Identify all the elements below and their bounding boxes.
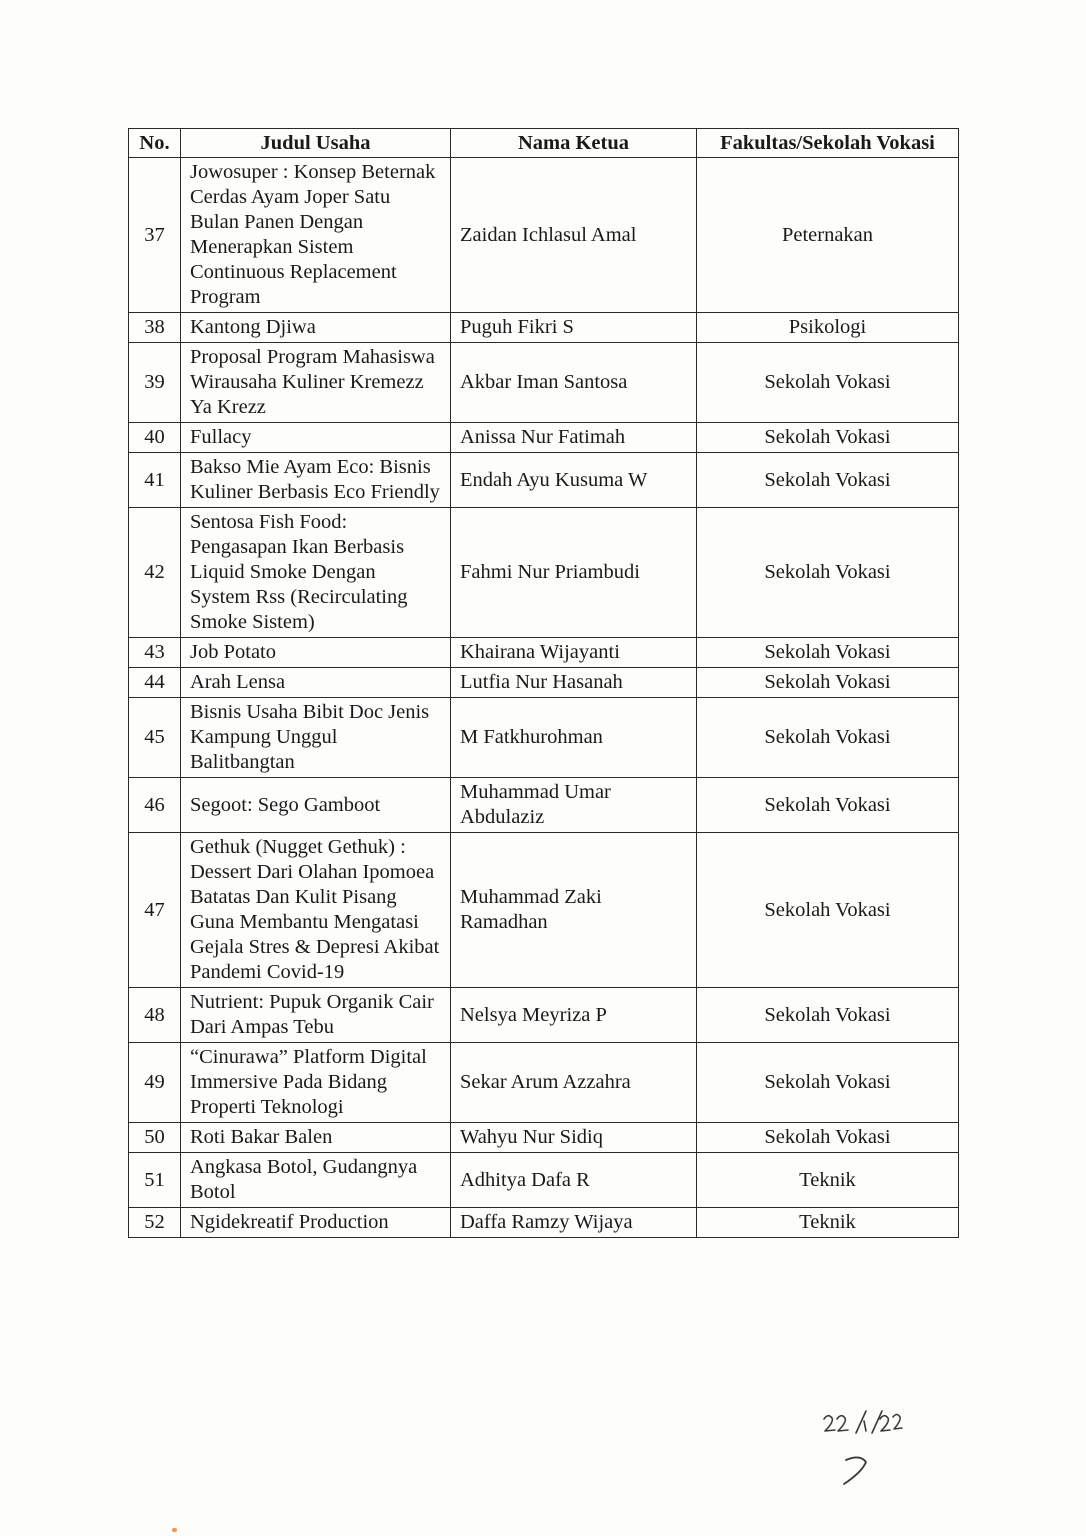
faculty-name: Peternakan [697, 158, 959, 313]
table-row [129, 778, 959, 833]
table-row [129, 988, 959, 1043]
table-header [129, 129, 959, 158]
faculty-name: Teknik [697, 1208, 959, 1238]
table-body [129, 158, 959, 1238]
header-no: No. [129, 129, 181, 158]
faculty-name: Psikologi [697, 313, 959, 343]
row-number: 44 [129, 668, 181, 698]
team-leader: M Fatkhurohman [451, 698, 697, 778]
table-row [129, 423, 959, 453]
business-title: Jowosuper : Konsep Beternak Cerdas Ayam Joper Satu Bulan Panen Dengan Menerapkan Sistem Continuous Replacement Program [181, 158, 451, 313]
row-number: 41 [129, 453, 181, 508]
faculty-name: Sekolah Vokasi [697, 778, 959, 833]
row-number: 43 [129, 638, 181, 668]
table-row [129, 158, 959, 313]
row-number: 42 [129, 508, 181, 638]
team-leader: Anissa Nur Fatimah [451, 423, 697, 453]
team-leader: Wahyu Nur Sidiq [451, 1123, 697, 1153]
faculty-name: Sekolah Vokasi [697, 833, 959, 988]
faculty-name: Sekolah Vokasi [697, 1043, 959, 1123]
table-row [129, 1153, 959, 1208]
team-leader: Lutfia Nur Hasanah [451, 668, 697, 698]
business-title: Fullacy [181, 423, 451, 453]
team-leader: Adhitya Dafa R [451, 1153, 697, 1208]
business-list-table [128, 128, 959, 1238]
team-leader: Khairana Wijayanti [451, 638, 697, 668]
row-number: 51 [129, 1153, 181, 1208]
team-leader: Daffa Ramzy Wijaya [451, 1208, 697, 1238]
row-number: 40 [129, 423, 181, 453]
faculty-name: Sekolah Vokasi [697, 1123, 959, 1153]
table-row [129, 453, 959, 508]
row-number: 50 [129, 1123, 181, 1153]
row-number: 46 [129, 778, 181, 833]
business-title: Angkasa Botol, Gudangnya Botol [181, 1153, 451, 1208]
faculty-name: Sekolah Vokasi [697, 423, 959, 453]
faculty-name: Sekolah Vokasi [697, 508, 959, 638]
business-title: “Cinurawa” Platform Digital Immersive Pada Bidang Properti Teknologi [181, 1043, 451, 1123]
table-row [129, 1123, 959, 1153]
faculty-name: Sekolah Vokasi [697, 343, 959, 423]
faculty-name: Teknik [697, 1153, 959, 1208]
faculty-name: Sekolah Vokasi [697, 988, 959, 1043]
row-number: 38 [129, 313, 181, 343]
table-row [129, 313, 959, 343]
header-row [129, 129, 959, 158]
faculty-name: Sekolah Vokasi [697, 638, 959, 668]
row-number: 49 [129, 1043, 181, 1123]
business-title: Proposal Program Mahasiswa Wirausaha Kuliner Kremezz Ya Krezz [181, 343, 451, 423]
team-leader: Fahmi Nur Priambudi [451, 508, 697, 638]
faculty-name: Sekolah Vokasi [697, 453, 959, 508]
business-title: Segoot: Sego Gamboot [181, 778, 451, 833]
table-row [129, 1208, 959, 1238]
team-leader: Muhammad Umar Abdulaziz [451, 778, 697, 833]
header-faculty: Fakultas/Sekolah Vokasi [697, 129, 959, 158]
header-title: Judul Usaha [181, 129, 451, 158]
team-leader: Endah Ayu Kusuma W [451, 453, 697, 508]
table-row [129, 508, 959, 638]
table-row [129, 698, 959, 778]
table-row [129, 343, 959, 423]
business-title: Bakso Mie Ayam Eco: Bisnis Kuliner Berbasis Eco Friendly [181, 453, 451, 508]
team-leader: Puguh Fikri S [451, 313, 697, 343]
business-title: Roti Bakar Balen [181, 1123, 451, 1153]
business-title: Ngidekreatif Production [181, 1208, 451, 1238]
faculty-name: Sekolah Vokasi [697, 668, 959, 698]
business-title: Gethuk (Nugget Gethuk) : Dessert Dari Olahan Ipomoea Batatas Dan Kulit Pisang Guna Membantu Mengatasi Gejala Stres & Depresi Akibat Pandemi Covid-19 [181, 833, 451, 988]
team-leader: Muhammad Zaki Ramadhan [451, 833, 697, 988]
business-title: Kantong Djiwa [181, 313, 451, 343]
table-row [129, 1043, 959, 1123]
table-row [129, 668, 959, 698]
team-leader: Sekar Arum Azzahra [451, 1043, 697, 1123]
business-title: Sentosa Fish Food: Pengasapan Ikan Berbasis Liquid Smoke Dengan System Rss (Recirculating Smoke Sistem) [181, 508, 451, 638]
table-row [129, 638, 959, 668]
row-number: 45 [129, 698, 181, 778]
row-number: 47 [129, 833, 181, 988]
scan-speck [172, 1528, 177, 1532]
row-number: 39 [129, 343, 181, 423]
business-title: Arah Lensa [181, 668, 451, 698]
handwritten-date [820, 1405, 910, 1445]
row-number: 48 [129, 988, 181, 1043]
handwritten-initial [840, 1450, 880, 1490]
row-number: 37 [129, 158, 181, 313]
team-leader: Zaidan Ichlasul Amal [451, 158, 697, 313]
header-leader: Nama Ketua [451, 129, 697, 158]
business-title: Job Potato [181, 638, 451, 668]
team-leader: Akbar Iman Santosa [451, 343, 697, 423]
row-number: 52 [129, 1208, 181, 1238]
business-title: Nutrient: Pupuk Organik Cair Dari Ampas Tebu [181, 988, 451, 1043]
team-leader: Nelsya Meyriza P [451, 988, 697, 1043]
table-row [129, 833, 959, 988]
faculty-name: Sekolah Vokasi [697, 698, 959, 778]
business-title: Bisnis Usaha Bibit Doc Jenis Kampung Unggul Balitbangtan [181, 698, 451, 778]
